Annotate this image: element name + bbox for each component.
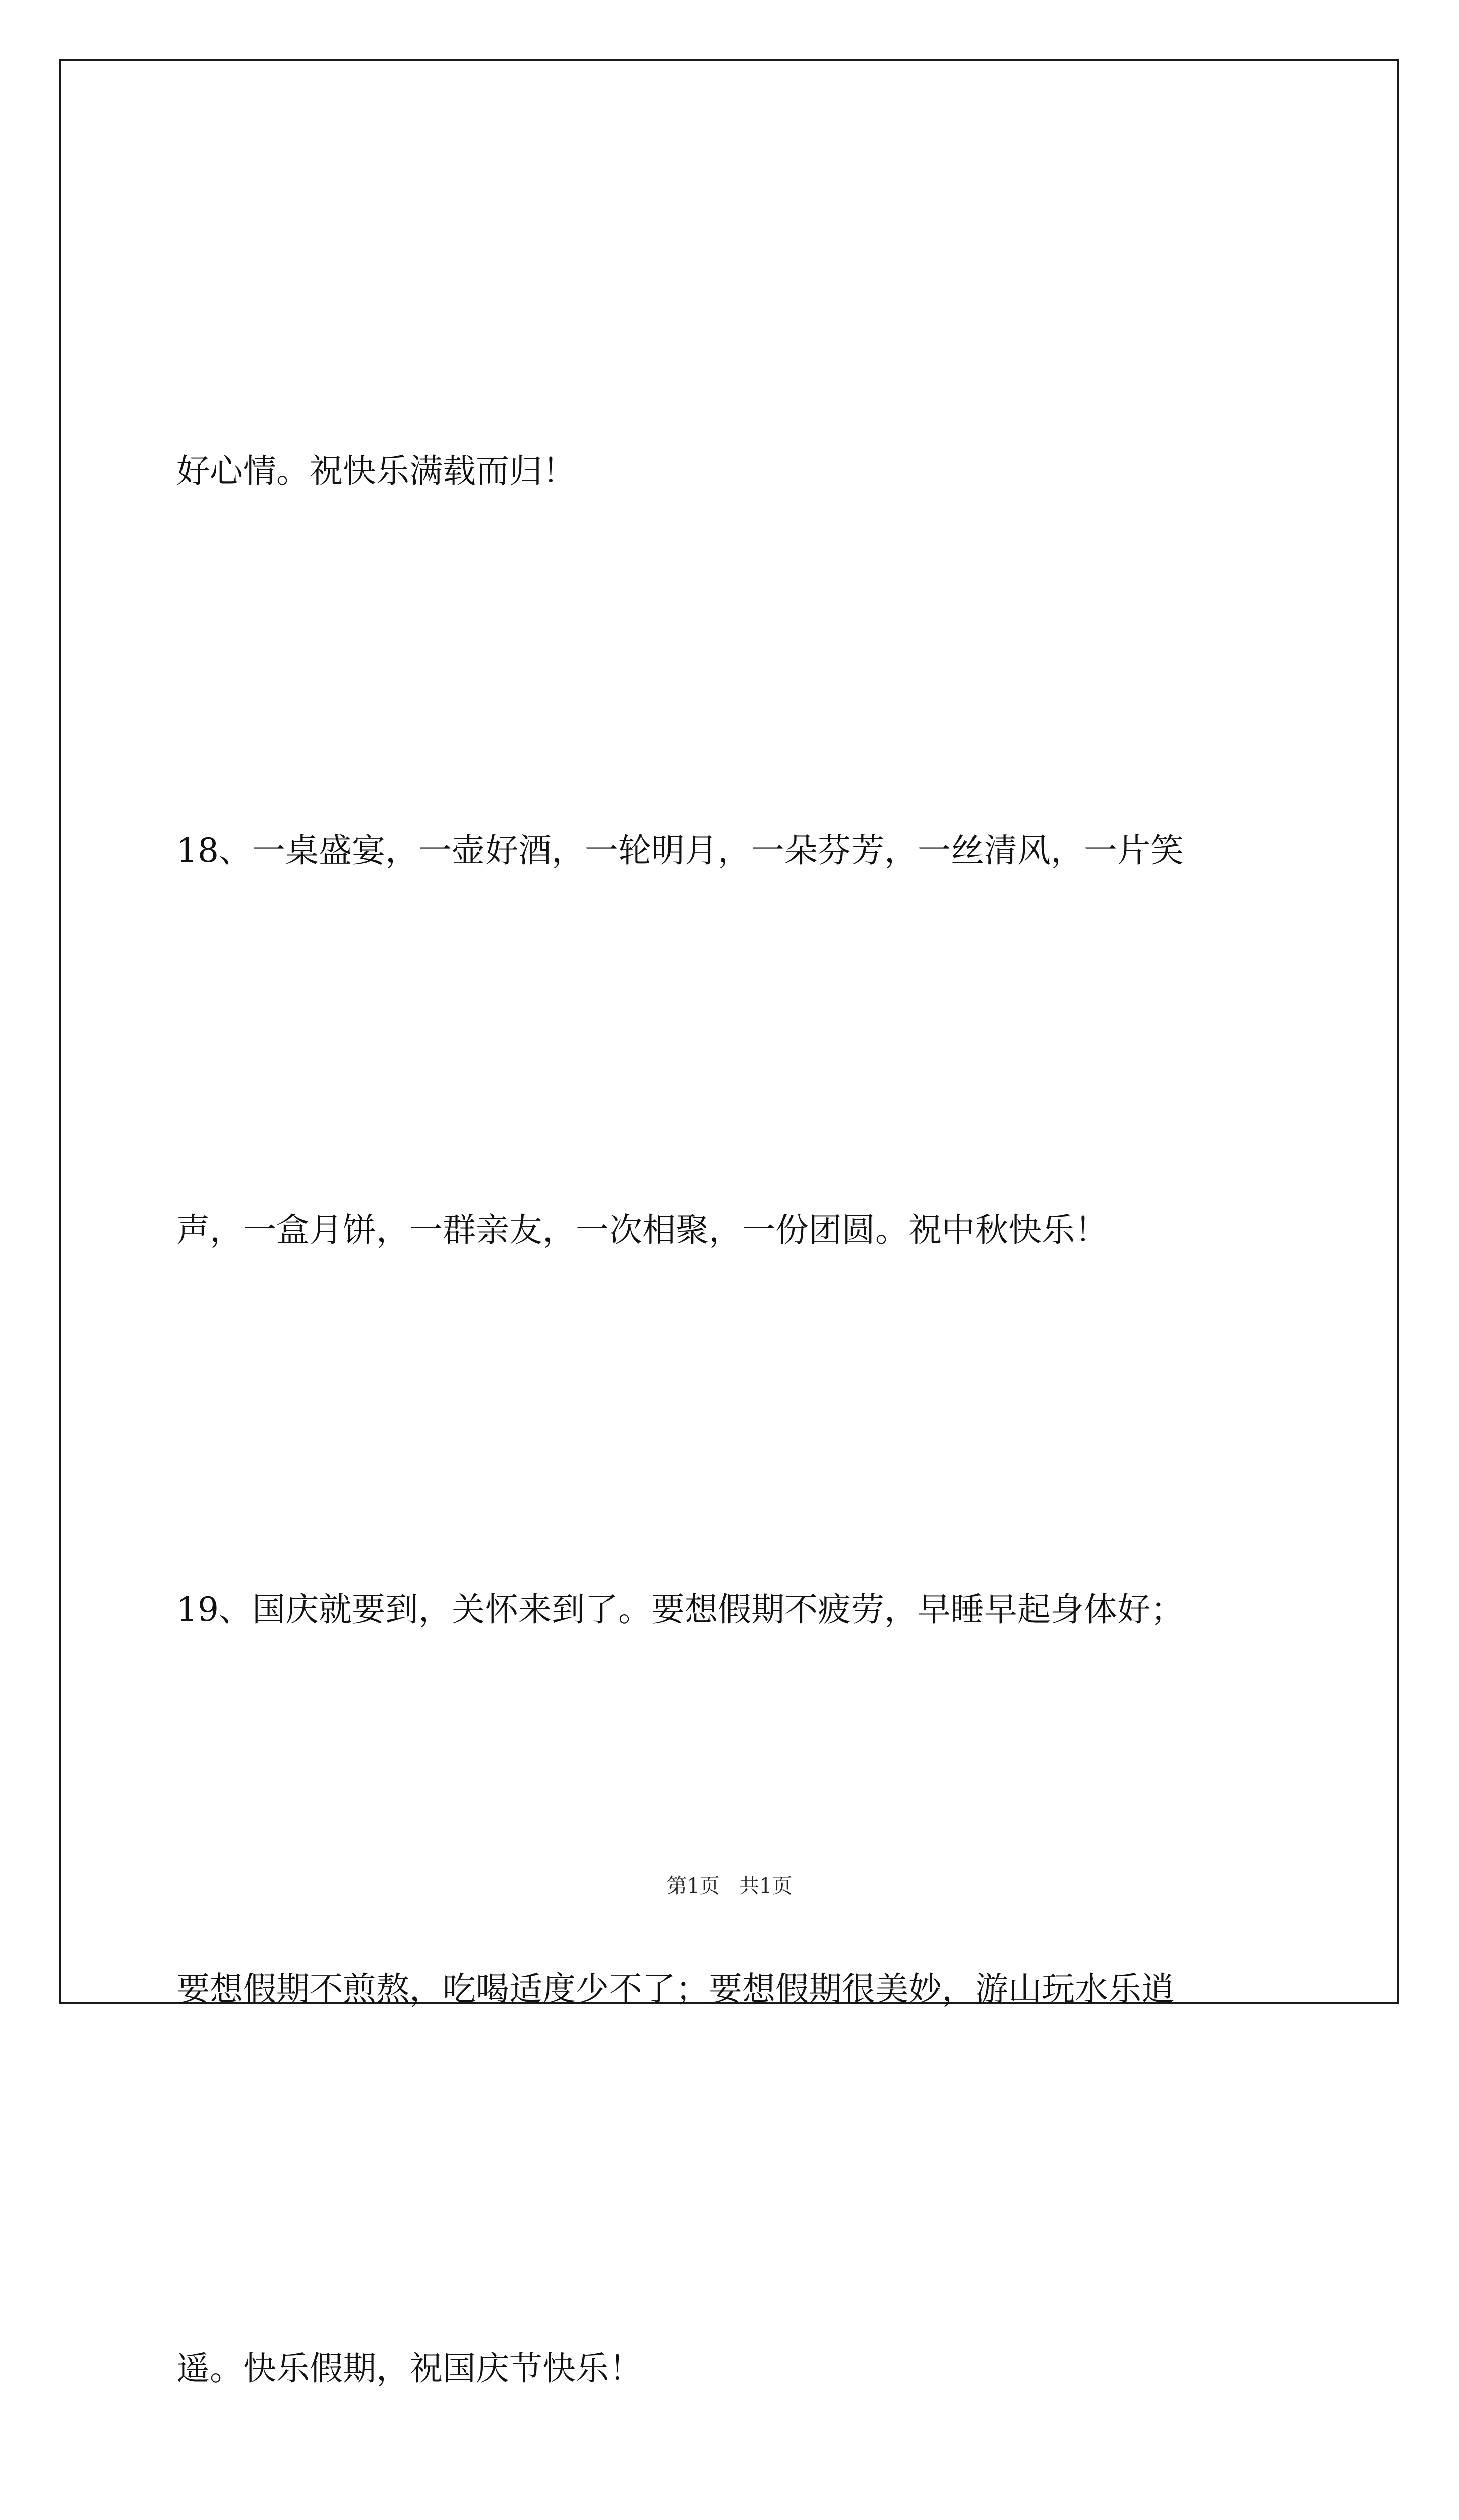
text-line: 声，一盒月饼，一群亲友，一次相聚，一份团圆。祝中秋快乐！ — [176, 1211, 1108, 1249]
text-line: 要想假期不煎熬，吃喝适度少不了；要想假期很美妙，游山玩水乐逍 — [176, 1970, 1175, 2008]
text-line: 好心情。祝快乐满载而归！ — [176, 452, 576, 490]
document-body — [176, 190, 1286, 2520]
page-footer: 第1页 共1页 — [666, 1874, 793, 1898]
text-line: 遥。快乐假期，祝国庆节快乐！ — [176, 2349, 642, 2388]
text-line: 19、国庆就要到，关怀来到了。要想假期不疲劳，早睡早起身体好； — [176, 1590, 1184, 1629]
text-line: 18、一桌盛宴，一壶好酒，一轮明月，一朵芬芳，一丝清风，一片笑 — [176, 831, 1184, 870]
